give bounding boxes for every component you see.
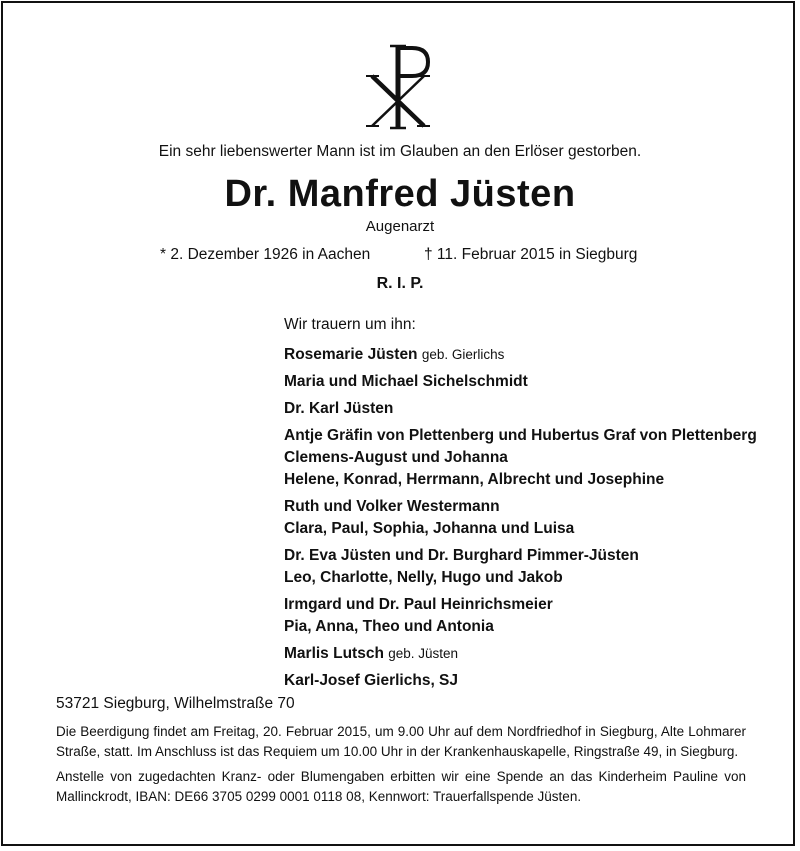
mourners-section (284, 314, 784, 697)
funeral-info: Die Beerdigung findet am Freitag, 20. Februar 2015, um 9.00 Uhr auf dem Nordfriedhof in Siegburg, Alte Lohmarer Straße, statt. Im Anschluss ist das Requiem um 10.00 Uhr in der Krankenhauskapelle, Ringstraße 49, in Siegburg. (56, 724, 746, 759)
mourner-group (284, 371, 784, 393)
chi-rho-icon (362, 42, 434, 132)
mourner-name: Ruth und Volker Westermann (284, 498, 500, 515)
deceased-name: Dr. Manfred Jüsten (224, 173, 576, 215)
mourner-name: Helene, Konrad, Herrmann, Albrecht und Josephine (284, 471, 665, 488)
mourner-group (284, 594, 784, 638)
donation-info: Anstelle von zugedachten Kranz- oder Blumengaben erbitten wir eine Spende an das Kinderheim Pauline von Mallinckrodt, IBAN: DE66 3705 0299 0001 0118 08, Kennwort: Trauerfallspende Jüsten. (56, 769, 746, 804)
death-date: † 11. Februar 2015 in Siegburg (424, 246, 638, 263)
mourner-name: Rosemarie Jüsten (284, 346, 418, 363)
mourner-line (284, 545, 784, 567)
mourner-line (284, 447, 784, 469)
mourner-line (284, 425, 784, 447)
mourner-line (284, 594, 784, 616)
mourner-name: Dr. Karl Jüsten (284, 400, 394, 417)
birth-date: * 2. Dezember 1926 in Aachen (160, 246, 371, 263)
mourner-name: Clara, Paul, Sophia, Johanna und Luisa (284, 520, 575, 537)
mourner-name: Karl-Josef Gierlichs, SJ (284, 672, 459, 689)
mourner-name: Antje Gräfin von Plettenberg und Hubertus Graf von Plettenberg (284, 427, 757, 444)
rip-text: R. I. P. (376, 275, 424, 292)
mourners-intro: Wir trauern um ihn: (284, 316, 416, 333)
mourner-group (284, 670, 784, 692)
deceased-profession: Augenarzt (365, 218, 435, 235)
mourner-name: Maria und Michael Sichelschmidt (284, 373, 528, 390)
mourner-group (284, 643, 784, 665)
mourner-birth-name: geb. Gierlichs (421, 347, 505, 362)
mourners-list (284, 344, 784, 692)
mourner-line (284, 496, 784, 518)
mourner-line (284, 643, 784, 665)
mourner-group (284, 545, 784, 589)
mourner-name: Clemens-August und Johanna (284, 449, 508, 466)
mourner-name: Leo, Charlotte, Nelly, Hugo und Jakob (284, 569, 563, 586)
mourner-name: Irmgard und Dr. Paul Heinrichsmeier (284, 596, 553, 613)
mourner-birth-name: geb. Jüsten (388, 646, 459, 661)
mourner-group (284, 425, 784, 491)
mourner-line (284, 469, 784, 491)
mourner-name: Marlis Lutsch (284, 645, 384, 662)
mourner-line (284, 567, 784, 589)
mourner-line (284, 371, 784, 393)
mourner-name: Pia, Anna, Theo und Antonia (284, 618, 494, 635)
mourner-group (284, 344, 784, 366)
mourner-line (284, 670, 784, 692)
mourner-line (284, 616, 784, 638)
mourner-line (284, 344, 784, 366)
mourner-group (284, 398, 784, 420)
intro-text: Ein sehr liebenswerter Mann ist im Glauben an den Erlöser gestorben. (158, 143, 642, 160)
mourner-name: Dr. Eva Jüsten und Dr. Burghard Pimmer-Jüsten (284, 547, 639, 564)
mourner-group (284, 496, 784, 540)
address: 53721 Siegburg, Wilhelmstraße 70 (56, 695, 295, 712)
mourner-line (284, 518, 784, 540)
mourner-line (284, 398, 784, 420)
